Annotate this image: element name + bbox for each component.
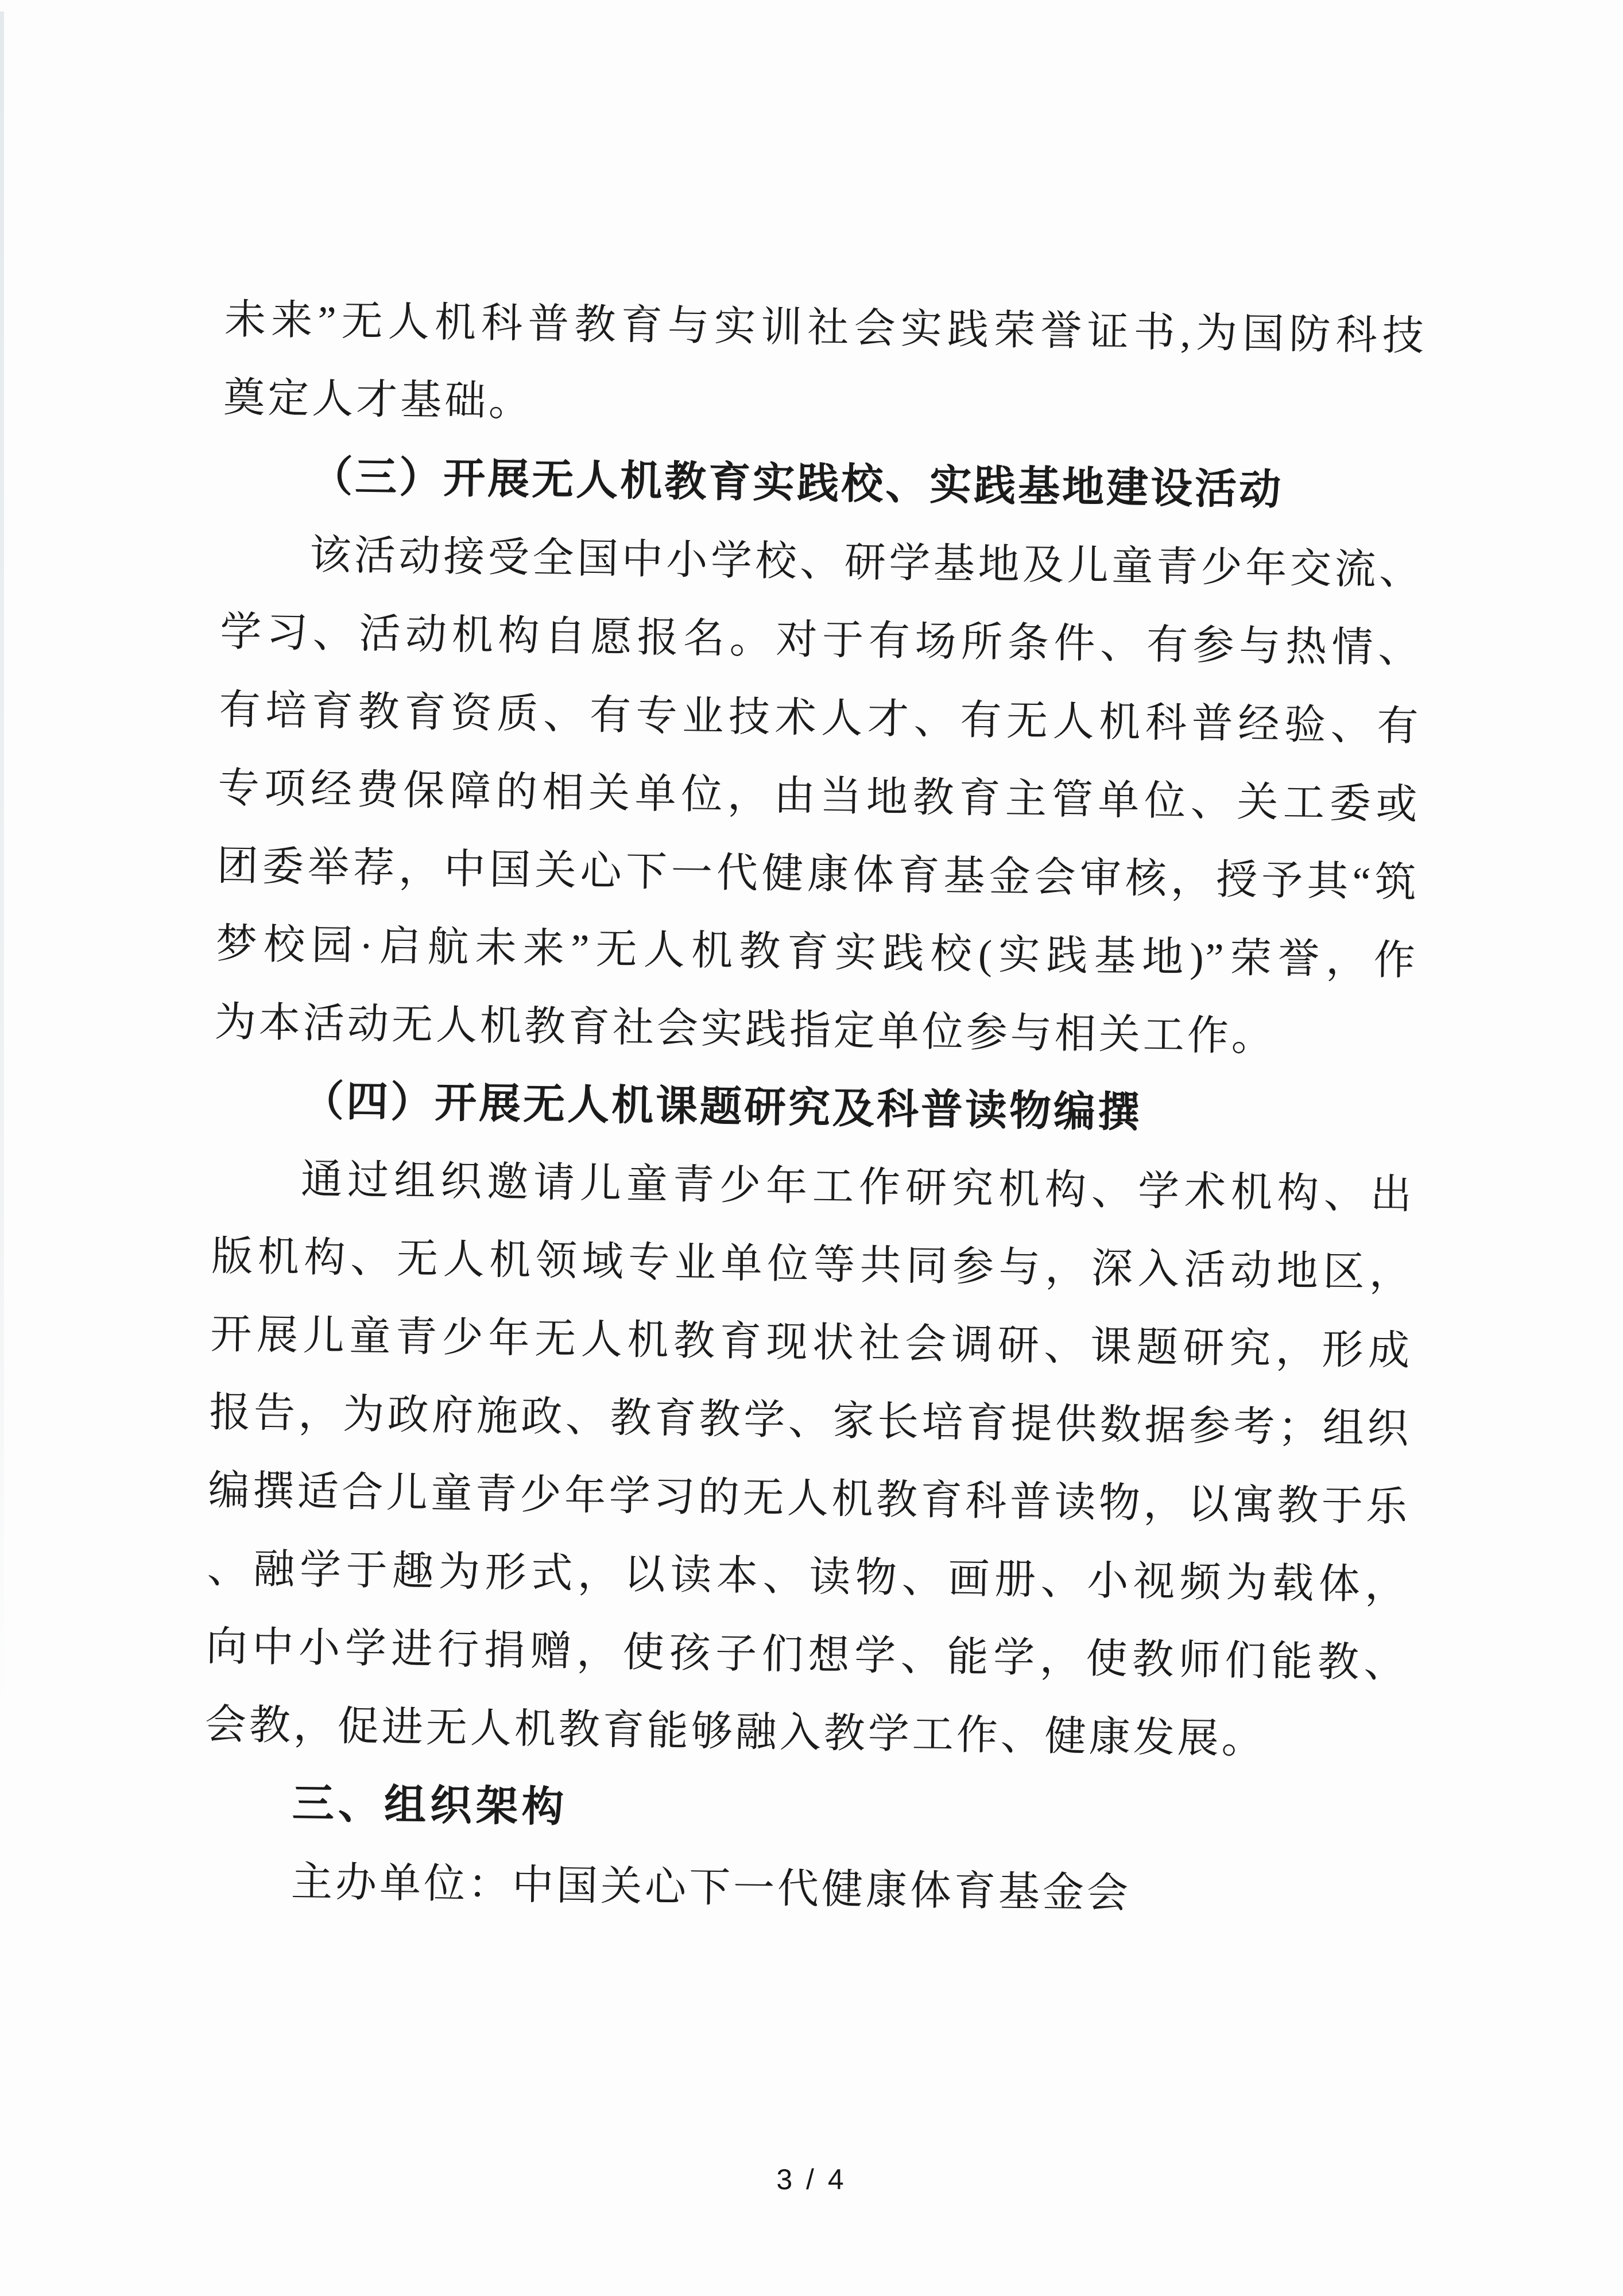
text-line: 梦校园·启航未来”无人机教育实践校(实践基地)”荣誉，作 (215, 921, 1417, 984)
text-line: 通过组织邀请儿童青少年工作研究机构、学术机构、出 (300, 1156, 1414, 1218)
text-line: 团委举荐，中国关心下一代健康体育基金会审核，授予其“筑 (216, 843, 1419, 906)
text-line: 会教，促进无人机教育能够融入教学工作、健康发展。 (204, 1701, 1266, 1763)
text-line: （三）开展无人机教育实践校、实践基地建设活动 (310, 453, 1284, 514)
text-line: 学习、活动机构自愿报名。对于有场所条件、有参与热情、 (219, 608, 1421, 672)
text-line: 三、组织架构 (292, 1780, 568, 1831)
text-line: 开展儿童青少年无人机教育现状社会调研、课题研究，形成 (210, 1311, 1412, 1374)
text-line: 专项经费保障的相关单位，由当地教育主管单位、关工委或 (218, 765, 1420, 828)
scan-edge-artifact (0, 11, 4, 1711)
text-line: 奠定人才基础。 (223, 374, 533, 425)
text-line: （四）开展无人机课题研究及科普读物编撰 (301, 1077, 1142, 1136)
text-line: 该活动接受全国中小学校、研学基地及儿童青少年交流、 (309, 532, 1423, 594)
page-number: 3 / 4 (776, 2163, 847, 2196)
text-line: 主办单位：中国关心下一代健康体育基金会 (290, 1859, 1132, 1917)
text-line: 向中小学进行捐赠，使孩子们想学、能学，使教师们能教、 (206, 1623, 1408, 1686)
document-text-block (202, 281, 1426, 1937)
text-line: 编撰适合儿童青少年学习的无人机教育科普读物，以寓教于乐 (208, 1467, 1409, 1530)
text-line: 报告，为政府施政、教育教学、家长培育提供数据参考；组织 (208, 1389, 1411, 1452)
text-line: 未来”无人机科普教育与实训社会实践荣誉证书,为国防科技 (224, 296, 1426, 359)
text-line: 版机构、无人机领域专业单位等共同参与，深入活动地区， (211, 1233, 1413, 1296)
text-line: 、融学于趣为形式，以读本、读物、画册、小视频为载体， (207, 1545, 1409, 1608)
text-line: 有培育教育资质、有专业技术人才、有无人机科普经验、有 (219, 687, 1420, 750)
text-line: 为本活动无人机教育社会实践指定单位参与相关工作。 (214, 999, 1276, 1060)
